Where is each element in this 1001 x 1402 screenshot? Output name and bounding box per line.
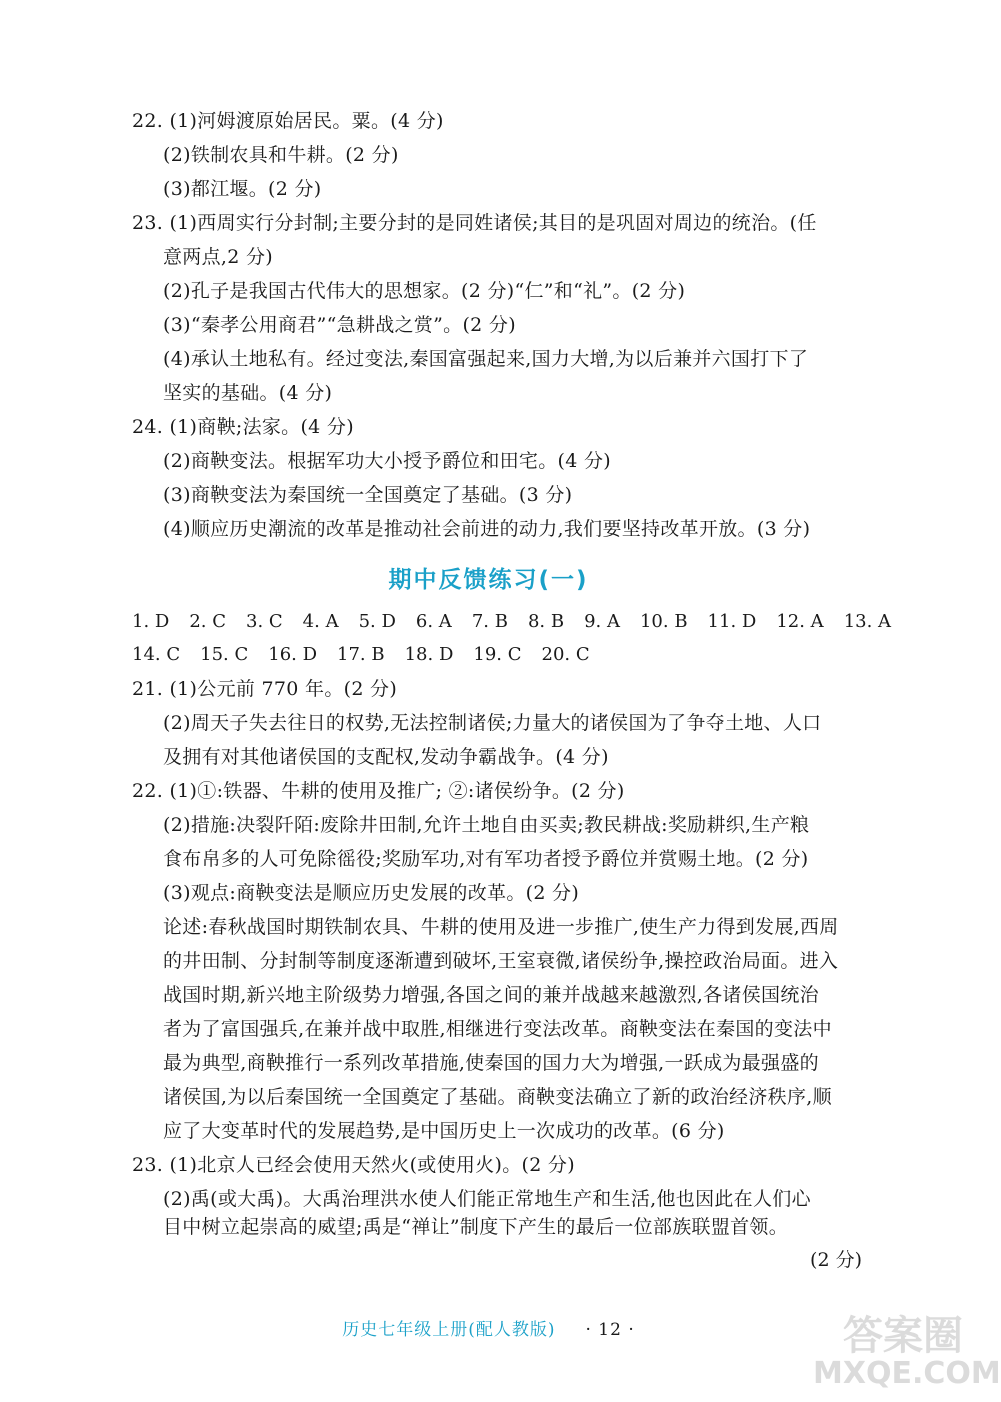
q24-part1: 24. (1)商鞅;法家。(4 分) xyxy=(132,416,354,438)
q23-part4: (4)承认土地私有。经过变法,秦国富强起来,国力大增,为以后兼并六国打下了 xyxy=(163,348,809,370)
q24-part4: (4)顺应历史潮流的改革是推动社会前进的动力,我们要坚持改革开放。(3 分) xyxy=(163,518,811,540)
q21-part1: 21. (1)公元前 770 年。(2 分) xyxy=(132,678,398,700)
mc-answer: 5. D xyxy=(358,611,396,632)
mc-answer: 11. D xyxy=(707,611,757,632)
mc-answer: 4. A xyxy=(302,611,339,632)
q23b-part1: 23. (1)北京人已经会使用天然火(或使用火)。(2 分) xyxy=(132,1154,575,1176)
q22b-argument-6: 诸侯国,为以后秦国统一全国奠定了基础。商鞅变法确立了新的政治经济秩序,顺 xyxy=(163,1086,832,1108)
mc-answer: 14. C xyxy=(132,644,181,665)
q23b-part2: (2)禹(或大禹)。大禹治理洪水使人们能正常地生产和生活,他也因此在人们心 xyxy=(163,1188,811,1210)
q21-part2: (2)周天子失去往日的权势,无法控制诸侯;力量大的诸侯国为了争夺土地、人口 xyxy=(163,712,822,734)
book-title: 历史七年级上册(配人教版) xyxy=(342,1320,556,1340)
q22-part1: 22. (1)河姆渡原始居民。粟。(4 分) xyxy=(132,110,444,132)
q22b-part2: (2)措施:决裂阡陌:废除井田制,允许土地自由买卖;教民耕战:奖励耕织,生产粮 xyxy=(163,814,810,836)
q23b-part2-cont: 目中树立起崇高的威望;禹是“禅让”制度下产生的最后一位部族联盟首领。 xyxy=(163,1216,789,1238)
mc-answer: 16. D xyxy=(268,644,318,665)
q23-part3: (3)“秦孝公用商君”“急耕战之赏”。(2 分) xyxy=(163,314,516,336)
q23-part2: (2)孔子是我国古代伟大的思想家。(2 分)“仁”和“礼”。(2 分) xyxy=(163,280,686,302)
mc-answer: 13. A xyxy=(843,611,892,632)
q22b-argument-1: 论述:春秋战国时期铁制农具、牛耕的使用及进一步推广,使生产力得到发展,西周 xyxy=(163,916,839,938)
section-title: 期中反馈练习(一) xyxy=(388,567,589,593)
q22b-part2-cont: 食布帛多的人可免除徭役;奖励军功,对有军功者授予爵位并赏赐土地。(2 分) xyxy=(163,848,809,870)
mc-answer: 7. B xyxy=(471,611,508,632)
q22b-part3: (3)观点:商鞅变法是顺应历史发展的改革。(2 分) xyxy=(163,882,580,904)
mc-answer: 3. C xyxy=(246,611,283,632)
page-number: · 12 · xyxy=(585,1320,635,1340)
q24-part3: (3)商鞅变法为秦国统一全国奠定了基础。(3 分) xyxy=(163,484,573,506)
mc-answer: 2. C xyxy=(189,611,226,632)
q22-part3: (3)都江堰。(2 分) xyxy=(163,178,322,200)
q22b-argument-5: 最为典型,商鞅推行一系列改革措施,使秦国的国力大为增强,一跃成为最强盛的 xyxy=(163,1052,819,1074)
mc-answer: 15. C xyxy=(200,644,249,665)
mc-answer: 1. D xyxy=(132,611,170,632)
q22b-part1: 22. (1)①:铁器、牛耕的使用及推广; ②:诸侯纷争。(2 分) xyxy=(132,780,625,802)
mc-answer: 20. C xyxy=(541,644,590,665)
q22b-argument-2: 的井田制、分封制等制度逐渐遭到破坏,王室衰微,诸侯纷争,操控政治局面。进入 xyxy=(163,950,839,972)
q21-part2-cont: 及拥有对其他诸侯国的支配权,发动争霸战争。(4 分) xyxy=(163,746,609,768)
q23-part1-cont: 意两点,2 分) xyxy=(163,246,273,268)
mc-answer: 18. D xyxy=(404,644,454,665)
q23b-score: (2 分) xyxy=(810,1249,862,1271)
q24-part2: (2)商鞅变法。根据军功大小授予爵位和田宅。(4 分) xyxy=(163,450,611,472)
mc-answer: 8. B xyxy=(527,611,565,632)
q23-part4-cont: 坚实的基础。(4 分) xyxy=(163,382,333,404)
mc-answer: 9. A xyxy=(584,611,620,632)
q22-part2: (2)铁制农具和牛耕。(2 分) xyxy=(163,144,399,166)
mc-answer: 17. B xyxy=(337,644,385,665)
watermark-bottom-text: MXQE.COM xyxy=(813,1356,1001,1391)
mc-row-2 xyxy=(132,643,610,667)
q23-part1: 23. (1)西周实行分封制;主要分封的是同姓诸侯;其目的是巩固对周边的统治。(任 xyxy=(132,212,817,234)
mc-answer: 19. C xyxy=(473,644,522,665)
watermark-top-text: 答案圈 xyxy=(843,1313,963,1359)
mc-answer: 10. B xyxy=(639,611,688,632)
q22b-argument-3: 战国时期,新兴地主阶级势力增强,各国之间的兼并战越来越激烈,各诸侯国统治 xyxy=(163,984,819,1006)
q22b-argument-7: 应了大变革时代的发展趋势,是中国历史上一次成功的改革。(6 分) xyxy=(163,1120,725,1142)
q22b-argument-4: 者为了富国强兵,在兼并战中取胜,相继进行变法改革。商鞅变法在秦国的变法中 xyxy=(163,1018,832,1040)
mc-answer: 6. A xyxy=(415,611,452,632)
mc-row-1 xyxy=(132,610,891,634)
mc-answer: 12. A xyxy=(776,611,824,632)
watermark-logo xyxy=(813,1313,1001,1394)
